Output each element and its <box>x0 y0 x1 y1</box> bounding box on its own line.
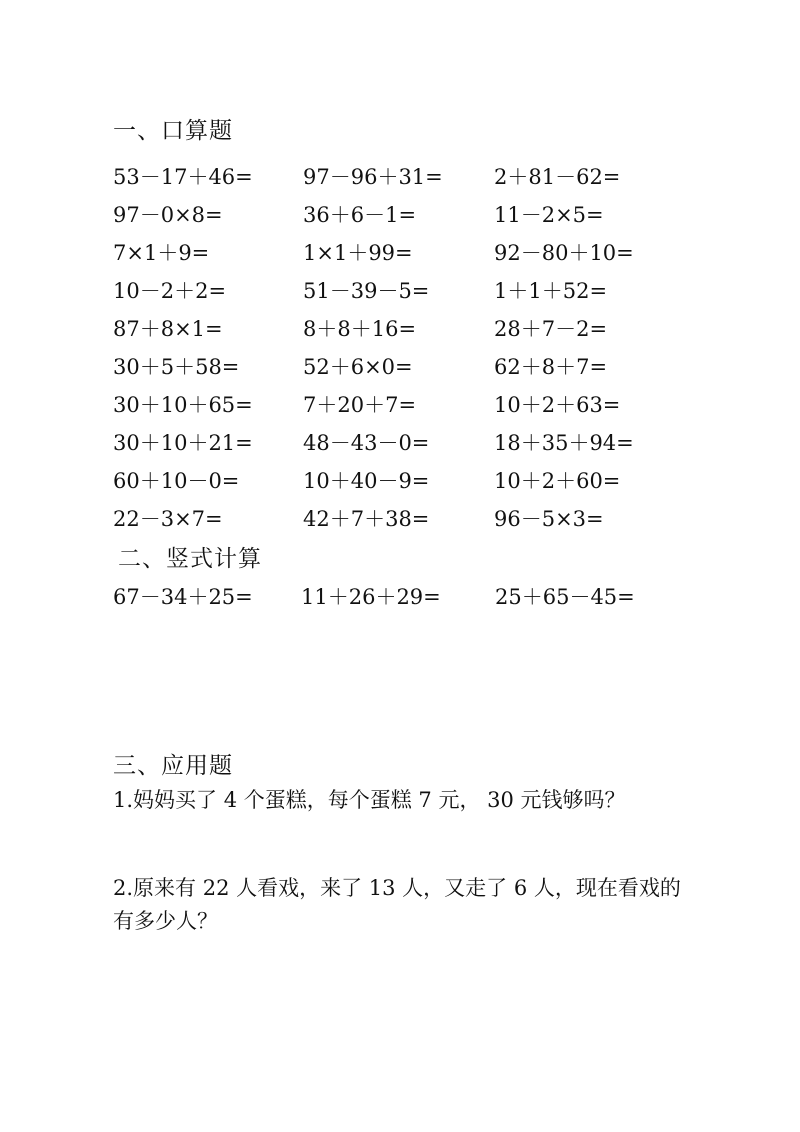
oral-arithmetic-item: 30＋5＋58= <box>113 355 240 379</box>
word-problem-1: 1.妈妈买了 4 个蛋糕，每个蛋糕 7 元， 30 元钱够吗？ <box>113 788 626 812</box>
oral-arithmetic-item: 1×1＋99= <box>303 241 413 265</box>
oral-arithmetic-row <box>113 314 753 344</box>
vertical-calc-item: 67－34＋25= <box>113 585 253 609</box>
vertical-calc-row <box>113 582 753 612</box>
oral-arithmetic-row <box>113 390 753 420</box>
oral-arithmetic-item: 10＋2＋63= <box>494 393 621 417</box>
oral-arithmetic-item: 18＋35＋94= <box>494 431 634 455</box>
section1-heading: 一、口算题 <box>113 118 233 144</box>
oral-arithmetic-item: 48－43－0= <box>303 431 430 455</box>
vertical-calc-item: 11＋26＋29= <box>301 585 441 609</box>
oral-arithmetic-item: 2＋81－62= <box>494 165 621 189</box>
oral-arithmetic-item: 28＋7－2= <box>494 317 608 341</box>
oral-arithmetic-item: 22－3×7= <box>113 507 223 531</box>
oral-arithmetic-item: 53－17＋46= <box>113 165 253 189</box>
oral-arithmetic-item: 10－2＋2= <box>113 279 227 303</box>
oral-arithmetic-row <box>113 352 753 382</box>
oral-arithmetic-item: 8＋8＋16= <box>303 317 417 341</box>
oral-arithmetic-item: 11－2×5= <box>494 203 604 227</box>
oral-arithmetic-item: 60＋10－0= <box>113 469 240 493</box>
oral-arithmetic-row <box>113 238 753 268</box>
oral-arithmetic-item: 62＋8＋7= <box>494 355 608 379</box>
vertical-calc-item: 25＋65－45= <box>495 585 635 609</box>
oral-arithmetic-item: 10＋40－9= <box>303 469 430 493</box>
oral-arithmetic-item: 51－39－5= <box>303 279 430 303</box>
oral-arithmetic-row <box>113 162 753 192</box>
oral-arithmetic-item: 52＋6×0= <box>303 355 413 379</box>
oral-arithmetic-item: 97－0×8= <box>113 203 223 227</box>
oral-arithmetic-item: 96－5×3= <box>494 507 604 531</box>
section2-heading: 二、竖式计算 <box>118 546 262 572</box>
oral-arithmetic-item: 42＋7＋38= <box>303 507 430 531</box>
oral-arithmetic-item: 7×1＋9= <box>113 241 210 265</box>
oral-arithmetic-row <box>113 466 753 496</box>
oral-arithmetic-item: 87＋8×1= <box>113 317 223 341</box>
oral-arithmetic-row <box>113 200 753 230</box>
section3-heading: 三、应用题 <box>113 753 233 779</box>
oral-arithmetic-item: 7＋20＋7= <box>303 393 417 417</box>
oral-arithmetic-item: 1＋1＋52= <box>494 279 608 303</box>
oral-arithmetic-row <box>113 504 753 534</box>
oral-arithmetic-item: 92－80＋10= <box>494 241 634 265</box>
word-problem-2: 2.原来有 22 人看戏，来了 13 人，又走了 6 人，现在看戏的有多少人？ <box>113 876 681 933</box>
oral-arithmetic-item: 30＋10＋21= <box>113 431 253 455</box>
oral-arithmetic-item: 10＋2＋60= <box>494 469 621 493</box>
oral-arithmetic-row <box>113 428 753 458</box>
oral-arithmetic-item: 30＋10＋65= <box>113 393 253 417</box>
oral-arithmetic-item: 97－96＋31= <box>303 165 443 189</box>
oral-arithmetic-row <box>113 276 753 306</box>
oral-arithmetic-item: 36＋6－1= <box>303 203 417 227</box>
